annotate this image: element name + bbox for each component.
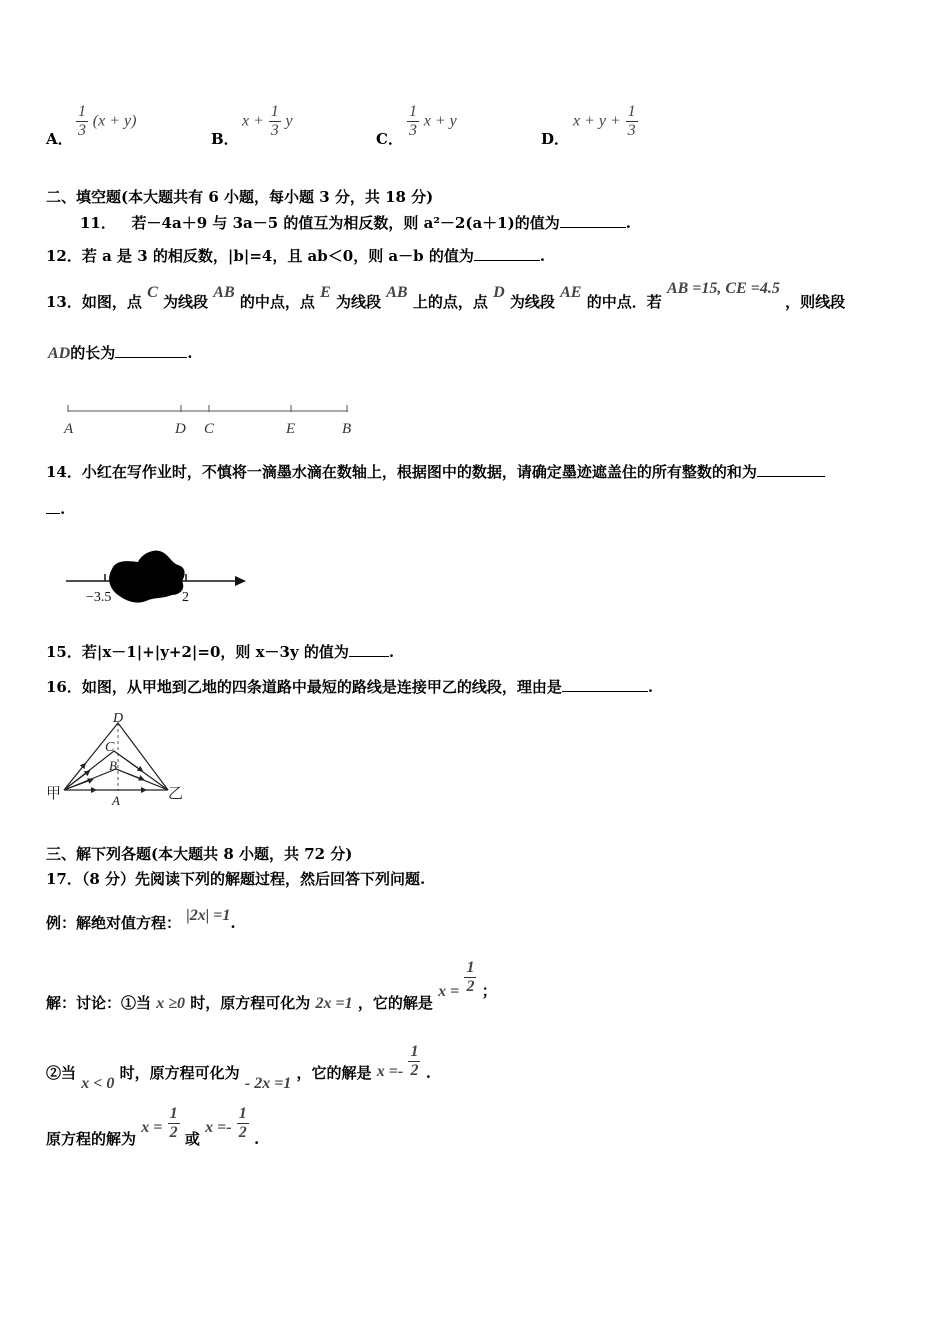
answer-blank bbox=[349, 644, 389, 657]
question-13: 13．如图，点 C 为线段 AB 的中点，点 E 为线段 AB 上的点，点 D 为线段 AE 的中点．若 AB =15, CE =4.5 ，则线段 bbox=[46, 280, 846, 311]
question-12: 12．若 a 是 3 的相反数，|b|=4，且 ab＜0，则 a－b 的值为 . bbox=[46, 247, 546, 265]
question-14: 14．小红在写作业时，不慎将一滴墨水滴在数轴上，根据图中的数据，请确定墨迹遮盖住的所有整数的和为 bbox=[46, 461, 825, 482]
question-14-line2: . bbox=[46, 500, 65, 518]
place-label-yi: 乙 bbox=[168, 786, 184, 802]
section-2-title: 二、填空题(本大题共有 6 小题，每小题 3 分，共 18 分) bbox=[46, 188, 434, 206]
solution-case-2: ②当 x < 0 时，原方程可化为 - 2x =1 ，它的解是 x =- $\frac{1}{2}$ . bbox=[46, 1043, 431, 1092]
option-d-expression: x + y + $\frac{1}{3}$ bbox=[573, 103, 636, 139]
question-15: 15．若|x－1|+|y+2|=0，则 x－3y 的值为 . bbox=[46, 643, 395, 661]
routes-diagram bbox=[44, 707, 194, 811]
option-c-expression: $\frac{1}{3}$ x + y bbox=[409, 103, 457, 139]
solution-case-1: 解：讨论：①当 x ≥0 时，原方程可化为 2x =1 ，它的解是 x = $\frac{1}{2}$ ； bbox=[46, 959, 497, 1012]
section-3-title: 三、解下列各题(本大题共 8 小题，共 72 分) bbox=[46, 845, 353, 863]
answer-blank bbox=[560, 215, 626, 228]
point-label-c: C bbox=[204, 421, 215, 437]
ink-blot bbox=[109, 551, 185, 603]
point-label-b: B bbox=[109, 758, 117, 773]
arrow-icon bbox=[235, 576, 246, 586]
point-label-c: C bbox=[105, 740, 115, 755]
point-label-e: E bbox=[286, 421, 296, 437]
point-label-d: D bbox=[175, 421, 186, 437]
option-c-label: C． bbox=[376, 130, 403, 148]
point-label-a: A bbox=[112, 793, 120, 808]
final-solution: 原方程的解为 x = $\frac{1}{2}$ 或 x =- $\frac{1}{2}$ . bbox=[46, 1105, 260, 1148]
label-2: 2 bbox=[182, 590, 189, 605]
option-a-label: A． bbox=[46, 130, 73, 148]
question-16: 16．如图，从甲地到乙地的四条道路中最短的路线是连接甲乙的线段，理由是 . bbox=[46, 678, 654, 696]
example-line: 例：解绝对值方程： |2x| =1. bbox=[46, 907, 236, 932]
question-17: 17．（8 分）先阅读下列的解题过程，然后回答下列问题. bbox=[46, 870, 426, 888]
option-a-expression: $\frac{1}{3}$ (x + y) bbox=[78, 103, 137, 139]
answer-blank bbox=[115, 345, 187, 358]
question-13-line2: AD的长为 . bbox=[48, 344, 193, 362]
question-11: 11． 若－4a＋9 与 3a－5 的值互为相反数，则 a²－2(a＋1)的值为 . bbox=[80, 214, 631, 232]
point-label-d: D bbox=[113, 711, 124, 726]
point-label-b: B bbox=[342, 421, 352, 437]
option-d-label: D． bbox=[541, 130, 570, 148]
point-label-a: A bbox=[64, 421, 74, 437]
label-minus-3-5: −3.5 bbox=[86, 590, 112, 605]
segment-figure bbox=[60, 398, 360, 440]
place-label-jia: 甲 bbox=[46, 786, 62, 802]
answer-blank bbox=[757, 464, 825, 477]
answer-blank bbox=[46, 501, 60, 514]
route-via-d bbox=[64, 723, 168, 790]
option-b-label: B． bbox=[211, 130, 239, 148]
answer-blank bbox=[474, 248, 540, 261]
option-b-expression: x + $\frac{1}{3}$ y bbox=[242, 103, 293, 139]
answer-blank bbox=[562, 679, 648, 692]
ink-number-line bbox=[60, 545, 250, 607]
